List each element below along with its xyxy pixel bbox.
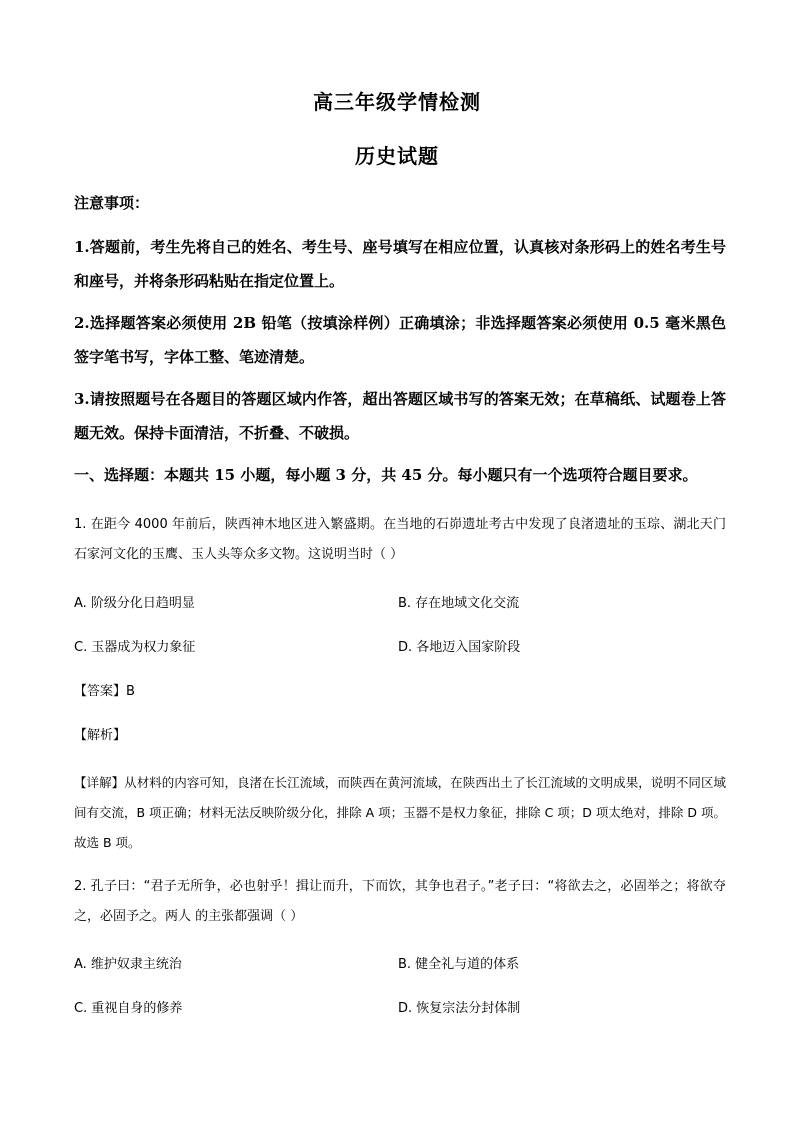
- question-1-option-a: A. 阶级分化日趋明显: [74, 596, 195, 611]
- question-1-answer: 【答案】B: [74, 684, 135, 699]
- question-2-option-c: C. 重视自身的修养: [74, 1001, 183, 1016]
- question-2-option-a: A. 维护奴隶主统治: [74, 957, 182, 972]
- question-1-detail: 【详解】从材料的内容可知，良渚在长江流域，而陕西在黄河流域，在陕西出土了长江流域的文明成果，说明不同区域间有交流，B 项正确；材料无法反映阶级分化，排除 A 项；玉器不是权力象征，排除 C 项；D 项太绝对，排除 D 项。故选 B 项。: [74, 775, 726, 850]
- notice-heading: 注意事项：: [74, 194, 150, 212]
- notice-item-3: 3.请按照题号在各题目的答题区域内作答，超出答题区域书写的答案无效；在草稿纸、试题卷上答题无效。保持卡面清洁，不折叠、不破损。: [74, 390, 726, 442]
- question-1-analysis-label: 【解析】: [74, 728, 127, 743]
- question-1-option-c: C. 玉器成为权力象征: [74, 640, 196, 655]
- question-1-option-d: D. 各地迈入国家阶段: [398, 640, 521, 655]
- question-1-stem: 1. 在距今 4000 年前后，陕西神木地区进入繁盛期。在当地的石峁遗址考古中发现了良渚遗址的玉琮、湖北天门石家河文化的玉鹰、玉人头等众多文物。这说明当时（ ）: [74, 517, 726, 562]
- exam-title: 高三年级学情检测: [313, 90, 481, 114]
- question-2-option-d: D. 恢复宗法分封体制: [398, 1001, 521, 1016]
- notice-item-2: 2.选择题答案必须使用 2B 铅笔（按填涂样例）正确填涂；非选择题答案必须使用 0.5 毫米黑色签字笔书写，字体工整、笔迹清楚。: [74, 314, 726, 366]
- question-2-stem: 2. 孔子曰：“君子无所争，必也射乎！揖让而升，下而饮，其争也君子。”老子曰：“将欲去之，必固举之；将欲夺之，必固予之。两人 的主张都强调（ ）: [74, 879, 726, 924]
- notice-item-1: 1.答题前，考生先将自己的姓名、考生号、座号填写在相应位置，认真核对条形码上的姓名考生号和座号，并将条形码粘贴在指定位置上。: [74, 238, 726, 290]
- exam-subtitle: 历史试题: [355, 144, 439, 168]
- question-2-option-b: B. 健全礼与道的体系: [398, 957, 520, 972]
- section-heading: 一、选择题：本题共 15 小题，每小题 3 分，共 45 分。每小题只有一个选项符合题目要求。: [74, 466, 698, 484]
- question-1-option-b: B. 存在地域文化交流: [398, 596, 520, 611]
